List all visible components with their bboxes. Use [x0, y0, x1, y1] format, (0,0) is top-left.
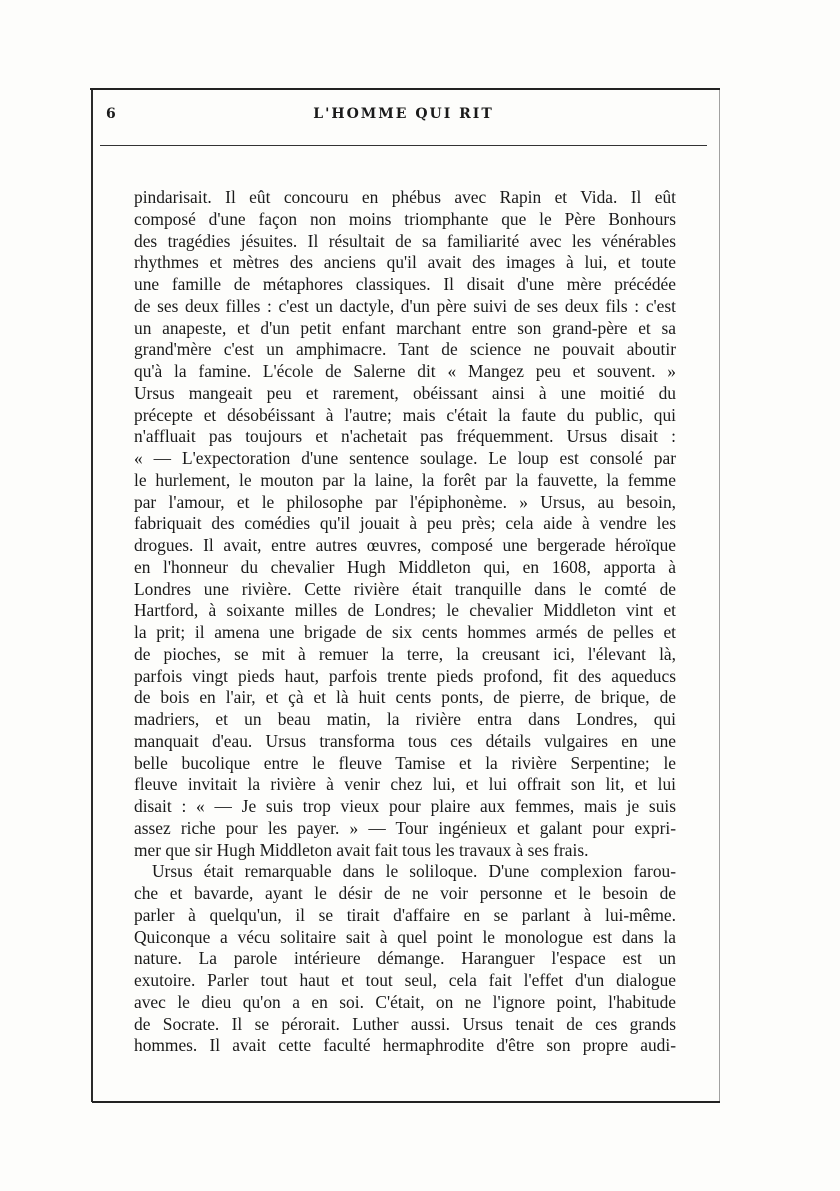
text-line: che et bavarde, ayant le désir de ne voir personne et le besoin de	[134, 883, 676, 903]
running-title: L'HOMME QUI RIT	[313, 106, 494, 122]
text-line: rhythmes et mètres des anciens qu'il avait des images à lui, et toute	[134, 252, 676, 273]
text-line: « — L'expectoration d'une sentence soulage. Le loup est consolé par	[134, 448, 676, 468]
text-line: la prit; il amena une brigade de six cents hommes armés de pelles et	[134, 622, 676, 642]
text-line: assez riche pour les payer. » — Tour ingénieux et galant pour expri-	[134, 817, 676, 838]
text-line: de pioches, se mit à remuer la terre, la creusant ici, l'élevant là,	[134, 643, 676, 664]
left-frame-edge	[91, 90, 93, 1102]
text-line: Londres une rivière. Cette rivière était tranquille dans le comté de	[134, 578, 676, 599]
text-line: fleuve invitait la rivière à venir chez lui, et lui offrait son lit, et lui	[134, 774, 676, 795]
text-line: disait : « — Je suis trop vieux pour plaire aux femmes, mais je suis	[134, 796, 676, 816]
text-line: fabriquait des comédies qu'il jouait à peu près; cela aide à vendre les	[134, 513, 676, 534]
paragraph-end-line: mer que sir Hugh Middleton avait fait tous les travaux à ses frais.	[134, 839, 589, 860]
text-line: madriers, et un beau matin, la rivière entra dans Londres, qui	[134, 709, 676, 729]
text-line: pindarisait. Il eût concouru en phébus avec Rapin et Vida. Il eût	[134, 187, 676, 207]
text-line: Quiconque a vécu solitaire sait à quel point le monologue est dans la	[134, 926, 676, 947]
text-line: hommes. Il avait cette faculté hermaphrodite d'être son propre audi-	[134, 1035, 676, 1056]
text-line: grand'mère c'est un amphimacre. Tant de science ne pouvait aboutir	[134, 339, 676, 360]
paragraph-start-line: Ursus était remarquable dans le soliloque. D'une complexion farou-	[152, 861, 676, 882]
text-line: parler à quelqu'un, il se tirait d'affaire en se parlant à lui-même.	[134, 904, 676, 925]
running-header	[100, 104, 707, 128]
text-line: parfois vingt pieds haut, parfois trente pieds profond, fit des aqueducs	[134, 665, 676, 686]
right-frame-edge	[719, 90, 720, 1102]
text-line: manquait d'eau. Ursus transforma tous ces détails vulgaires en une	[134, 730, 676, 751]
top-frame-rule	[90, 88, 720, 90]
text-line: de Socrate. Il se pérorait. Luther aussi. Ursus tenait de ces grands	[134, 1013, 676, 1034]
text-line: de ses deux filles : c'est un dactyle, d'un père suivi de ses deux fils : c'est	[134, 295, 676, 316]
text-line: composé d'une façon non moins triomphante que le Père Bonhours	[134, 208, 676, 229]
text-line: nature. La parole intérieure démange. Haranguer l'espace est un	[134, 948, 676, 969]
header-rule	[100, 145, 707, 146]
text-line: de bois en l'air, et çà et là huit cents ponts, de pierre, de brique, de	[134, 687, 676, 708]
text-line: belle bucolique entre le fleuve Tamise et la rivière Serpentine; le	[134, 752, 676, 773]
text-line: un anapeste, et d'un petit enfant marchant entre son grand-père et sa	[134, 317, 676, 338]
bottom-frame-rule	[92, 1101, 720, 1103]
text-line: par l'amour, et le philosophe par l'épiphonème. » Ursus, au besoin,	[134, 491, 676, 512]
text-line: drogues. Il avait, entre autres œuvres, composé une bergerade héroïque	[134, 535, 676, 555]
text-line: qu'à la famine. L'école de Salerne dit « Mangez peu et souvent. »	[134, 361, 676, 381]
text-line: exutoire. Parler tout haut et tout seul, cela fait l'effet d'un dialogue	[134, 970, 676, 990]
text-line: en l'honneur du chevalier Hugh Middleton qui, en 1608, apporta à	[134, 556, 676, 577]
text-line: précepte et désobéissant à l'autre; mais c'était la faute du public, qui	[134, 404, 676, 425]
body-text	[134, 187, 676, 1057]
text-line: n'affluait pas toujours et n'achetait pas fréquemment. Ursus disait :	[134, 426, 676, 447]
page-number: 6	[106, 106, 116, 122]
text-line: Hartford, à soixante milles de Londres; le chevalier Middleton vint et	[134, 600, 676, 621]
text-line: avec le dieu qu'on a en soi. C'était, on ne l'ignore point, l'habitude	[134, 991, 676, 1012]
text-line: une famille de métaphores classiques. Il disait d'une mère précédée	[134, 274, 676, 294]
text-line: Ursus mangeait peu et rarement, obéissant ainsi à une moitié du	[134, 382, 676, 403]
text-line: des tragédies jésuites. Il résultait de sa familiarité avec les vénérables	[134, 230, 676, 251]
text-line: le hurlement, le mouton par la laine, la forêt par la fauvette, la femme	[134, 469, 676, 490]
